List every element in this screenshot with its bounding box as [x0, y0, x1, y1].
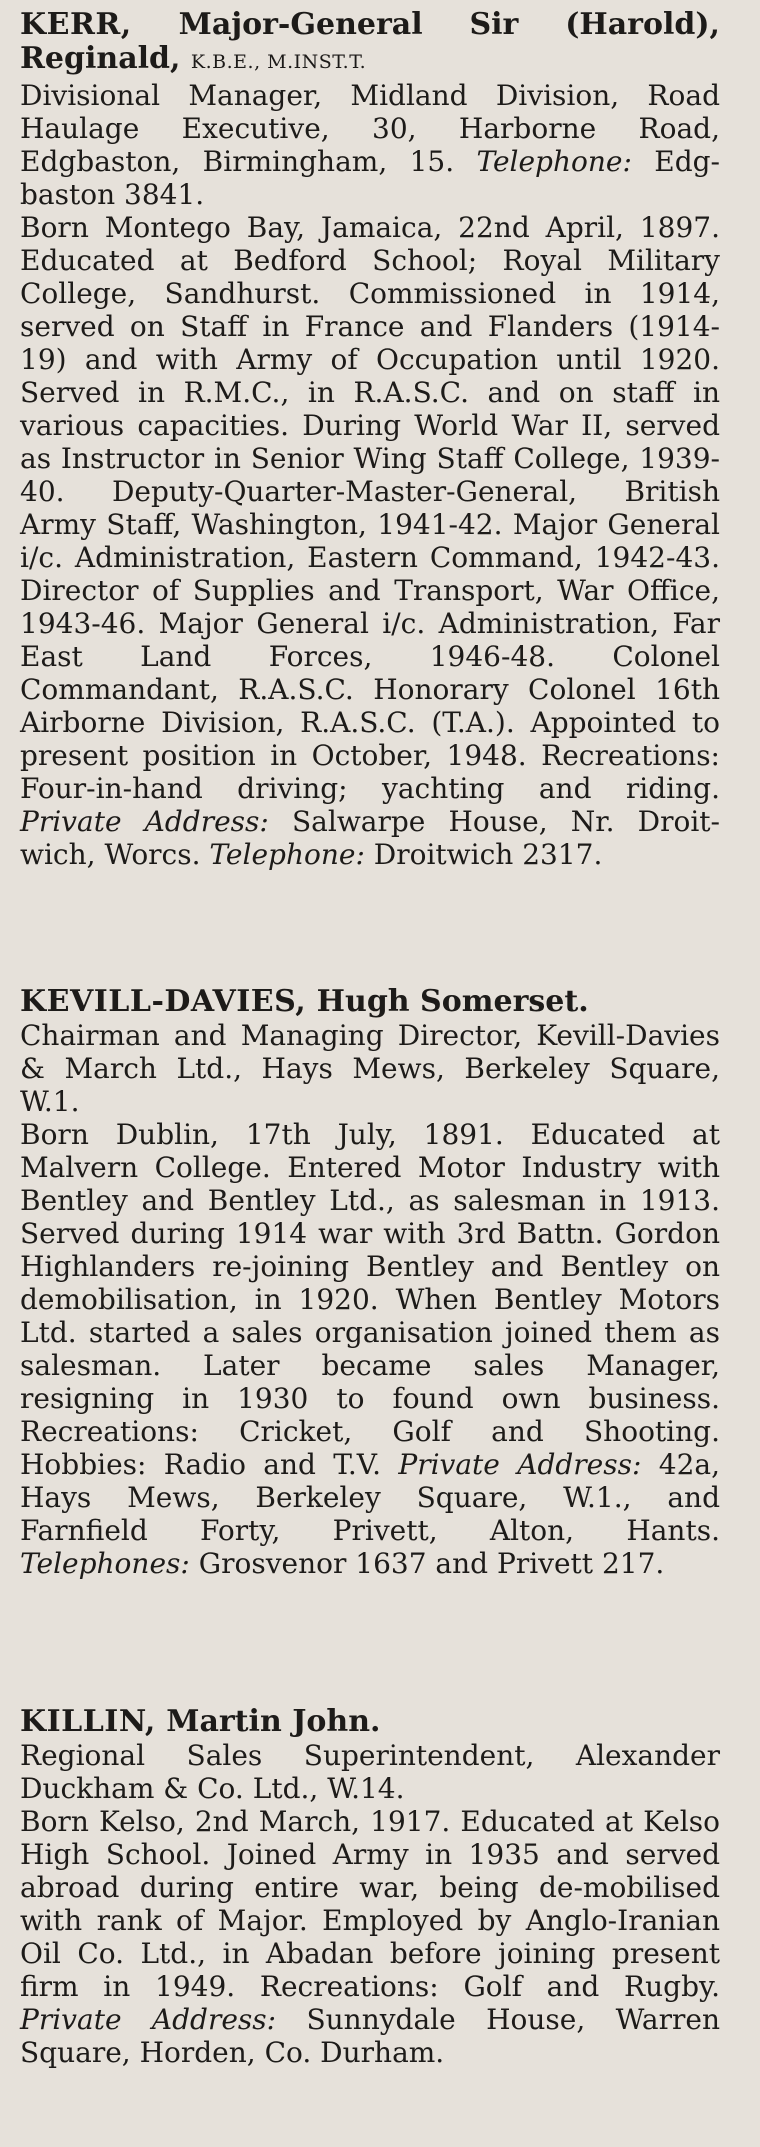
private-address-label: Private Address:	[398, 1448, 642, 1481]
entry-biography	[20, 1805, 720, 2069]
entry-heading	[20, 1705, 720, 1739]
entry-killin	[20, 1705, 720, 2069]
position-text: Divisional Manager, Midland Division, Road Haulage Executive, 30, Harborne Road, Edgbaston, Birmingham, 15.	[20, 79, 720, 178]
biography-text: Born Dublin, 17th July, 1891. Educated at Malvern College. Entered Motor Industry with Bentley and Bentley Ltd., as salesman in 1913. Served during 1914 war with 3rd Battn. Gordon Highlanders re-joining Bentley and Bentley on demobilisation, in 1920. When Bentley Motors Ltd. started a sales organisation joined them as salesman. Later became sales Manager, resigning in 1930 to found own business. Recreations: Cricket, Golf and Shooting. Hobbies: Radio and T.V.	[20, 1118, 720, 1481]
entry-kevill-davies	[20, 985, 720, 1580]
position-text: Chairman and Managing Director, Kevill-Davies & March Ltd., Hays Mews, Berkeley Square, W.1.	[20, 1019, 720, 1118]
entry-heading	[20, 8, 720, 79]
position-text: Regional Sales Superintendent, Alexander Duckham & Co. Ltd., W.14.	[20, 1739, 720, 1805]
entry-kerr	[20, 8, 720, 871]
private-address: Salwarpe House, Nr. Droit-wich, Worcs.	[20, 805, 720, 871]
biography-text: Born Montego Bay, Jamaica, 22nd April, 1897. Educated at Bedford School; Royal Military College, Sandhurst. Commissioned in 1914, served on Staff in France and Flanders (1914-19) and with Army of Occupation until 1920. Served in R.M.C., in R.A.S.C. and on staff in various capacities. During World War II, served as Instructor in Senior Wing Staff College, 1939-40. Deputy-Quarter-Master-General, British Army Staff, Washington, 1941-42. Major General i/c. Administration, Eastern Command, 1942-43. Director of Supplies and Transport, War Office, 1943-46. Major General i/c. Administration, Far East Land Forces, 1946-48. Colonel Commandant, R.A.S.C. Honorary Colonel 16th Airborne Division, R.A.S.C. (T.A.). Appointed to present position in October, 1948. Recreations: Four-in-hand driving; yachting and riding.	[20, 211, 720, 805]
telephone-number: Droitwich 2317.	[373, 838, 603, 871]
entry-surname: KERR,	[20, 7, 132, 42]
private-address-label: Private Address:	[20, 2003, 277, 2036]
telephone-label: Telephone:	[476, 145, 632, 178]
private-address: 42a, Hays Mews, Berkeley Square, W.1., and Farnfield Forty, Privett, Alton, Hants.	[20, 1448, 721, 1547]
entry-given-names: Martin John.	[166, 1704, 381, 1739]
telephones-label: Telephones:	[20, 1547, 190, 1580]
entry-biography	[20, 1118, 720, 1580]
entry-position	[20, 1739, 720, 1805]
entry-position	[20, 79, 720, 211]
entry-surname: KEVILL-DAVIES,	[20, 984, 307, 1019]
entry-given-names: Major-General Sir (Harold), Reginald,	[20, 7, 720, 76]
telephone-number: Edg-baston 3841.	[20, 145, 721, 211]
telephone-numbers: Grosvenor 1637 and Privett 217.	[198, 1547, 665, 1580]
entry-given-names: Hugh Somerset.	[316, 984, 589, 1019]
entry-biography	[20, 211, 720, 871]
private-address-label: Private Address:	[20, 805, 269, 838]
entry-heading	[20, 985, 720, 1019]
biography-text: Born Kelso, 2nd March, 1917. Educated at Kelso High School. Joined Army in 1935 and served abroad during entire war, being de-mobilised with rank of Major. Employed by Anglo-Iranian Oil Co. Ltd., in Abadan before joining present firm in 1949. Recreations: Golf and Rugby.	[20, 1805, 720, 2003]
telephone-label: Telephone:	[209, 838, 365, 871]
entry-position	[20, 1019, 720, 1118]
private-address: Sunnydale House, Warren Square, Horden, Co. Durham.	[20, 2003, 720, 2069]
entry-postnominals: K.B.E., M.INST.T.	[190, 51, 367, 73]
entry-surname: KILLIN,	[20, 1704, 156, 1739]
